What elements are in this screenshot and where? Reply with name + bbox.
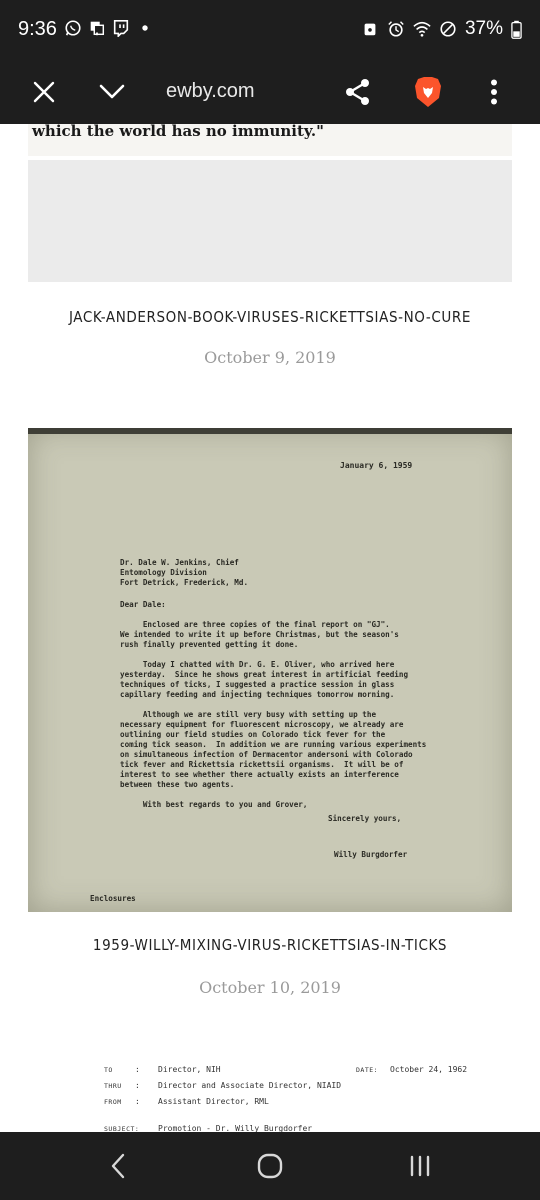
letter-line: between these two agents. bbox=[120, 780, 235, 789]
letter-line: We intended to write it up before Christmas, but the season's bbox=[120, 630, 399, 639]
letter-line: Although we are still very busy with setting up the bbox=[120, 710, 377, 719]
letter-line: on simultaneous infection of Dermacentor andersoni with Colorado bbox=[120, 750, 413, 759]
minimize-toolbar-button[interactable] bbox=[90, 70, 134, 114]
quote-image[interactable] bbox=[28, 124, 512, 156]
memo-from-label: FROM bbox=[104, 1098, 122, 1106]
do-not-disturb-icon bbox=[439, 20, 457, 38]
letter-line: tick fever and Rickettsia rickettsii organisms. It will be of bbox=[120, 760, 404, 769]
letter-line: interest to see whether there actually exists an interference bbox=[120, 770, 399, 779]
post-title-link[interactable]: JACK-ANDERSON-BOOK-VIRUSES-RICKETTSIAS-NO-CURE bbox=[68, 308, 472, 326]
browser-toolbar bbox=[0, 60, 540, 124]
memo-subject-value: Promotion - Dr. Willy Burgdorfer bbox=[158, 1124, 313, 1132]
more-vert-icon bbox=[490, 79, 498, 105]
letter-signature: Willy Burgdorfer bbox=[334, 850, 408, 859]
memo-subject-label: SUBJECT: bbox=[104, 1125, 140, 1132]
letter-line: rush finally prevented getting it done. bbox=[120, 640, 299, 649]
post-title-link[interactable]: 1959-WILLY-MIXING-VIRUS-RICKETTSIAS-IN-TICKS bbox=[92, 936, 448, 954]
memo-colon: : bbox=[135, 1097, 140, 1106]
scan-edge bbox=[28, 428, 512, 434]
quote-text: which the world has no immunity." bbox=[32, 124, 324, 140]
memo-colon: : bbox=[135, 1081, 140, 1090]
status-left-icons bbox=[64, 19, 154, 37]
letter-line: yesterday. Since he shows great interest in artificial feeding bbox=[120, 670, 409, 679]
memo-image[interactable] bbox=[28, 1032, 512, 1132]
memo-from-value: Assistant Director, RML bbox=[158, 1097, 269, 1106]
letter-line: capillary feeding and injecting techniques tomorrow morning. bbox=[120, 690, 395, 699]
letter-image[interactable] bbox=[28, 428, 512, 912]
brave-lion-icon bbox=[414, 76, 442, 108]
recents-button[interactable] bbox=[398, 1146, 442, 1186]
wifi-icon bbox=[413, 20, 431, 38]
alarm-icon bbox=[387, 20, 405, 38]
battery-percent: 37% bbox=[464, 18, 503, 39]
battery-icon bbox=[511, 20, 522, 39]
notification-icon bbox=[88, 19, 106, 37]
letter-line: techniques of ticks, I suggested a practice session in glass bbox=[120, 680, 395, 689]
letter-line: coming tick season. In addition we are running various experiments bbox=[120, 740, 427, 749]
dot-icon bbox=[136, 19, 154, 37]
letter-line: outlining our field studies on Colorado tick fever for the bbox=[120, 730, 386, 739]
letter-salutation: Dear Dale: bbox=[120, 600, 166, 609]
home-icon bbox=[257, 1153, 283, 1179]
share-button[interactable] bbox=[336, 70, 380, 114]
share-icon bbox=[344, 78, 372, 106]
image-placeholder[interactable] bbox=[28, 160, 512, 282]
letter-line: necessary equipment for fluorescent microscopy, we already are bbox=[120, 720, 404, 729]
memo-to-value: Director, NIH bbox=[158, 1065, 221, 1074]
memo-to-label: TO bbox=[104, 1066, 113, 1074]
whatsapp-icon bbox=[64, 19, 82, 37]
recents-icon bbox=[408, 1154, 432, 1178]
back-button[interactable] bbox=[96, 1146, 140, 1186]
letter-line: Enclosed are three copies of the final report on "GJ". bbox=[120, 620, 390, 629]
navigation-bar bbox=[0, 1132, 540, 1200]
brave-shields-button[interactable] bbox=[406, 70, 450, 114]
status-bar bbox=[0, 0, 540, 60]
home-button[interactable] bbox=[248, 1146, 292, 1186]
letter-line: Today I chatted with Dr. G. E. Oliver, who arrived here bbox=[120, 660, 395, 669]
memo-date-value: October 24, 1962 bbox=[390, 1065, 468, 1074]
post-date: October 9, 2019 bbox=[204, 348, 336, 367]
memo-thru-label: THRU bbox=[104, 1082, 122, 1090]
letter-date: January 6, 1959 bbox=[340, 461, 413, 470]
page-content[interactable] bbox=[0, 124, 540, 1132]
memo-date-label: DATE: bbox=[356, 1066, 379, 1074]
status-right bbox=[361, 18, 522, 40]
back-icon bbox=[110, 1153, 126, 1179]
close-icon bbox=[32, 80, 56, 104]
url-text[interactable]: ewby.com bbox=[166, 80, 255, 102]
close-tab-button[interactable] bbox=[22, 70, 66, 114]
chevron-down-icon bbox=[99, 83, 125, 101]
post-date: October 10, 2019 bbox=[199, 978, 341, 997]
status-time: 9:36 bbox=[18, 18, 57, 40]
lock-icon bbox=[361, 20, 379, 38]
more-options-button[interactable] bbox=[472, 70, 516, 114]
letter-address-2: Entomology Division bbox=[120, 568, 207, 577]
letter-sign-off: Sincerely yours, bbox=[328, 814, 402, 823]
letter-address-1: Dr. Dale W. Jenkins, Chief bbox=[120, 558, 239, 567]
letter-closing-line: With best regards to you and Grover, bbox=[120, 800, 308, 809]
memo-colon: : bbox=[135, 1065, 140, 1074]
letter-enclosures: Enclosures bbox=[90, 894, 136, 903]
memo-thru-value: Director and Associate Director, NIAID bbox=[158, 1081, 342, 1090]
letter-address-3: Fort Detrick, Frederick, Md. bbox=[120, 578, 249, 587]
twitch-icon bbox=[112, 19, 130, 37]
